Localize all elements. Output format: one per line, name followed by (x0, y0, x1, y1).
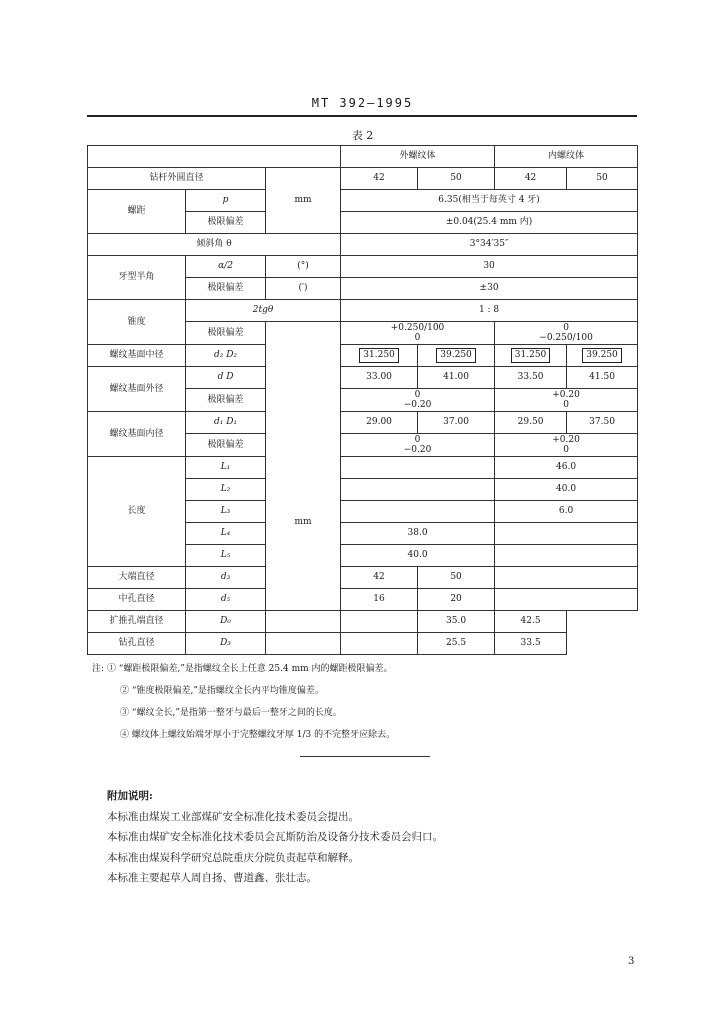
limit-dev-label: 极限偏差 (186, 212, 266, 234)
table-row (88, 567, 638, 589)
additional-title: 附加说明: (107, 790, 153, 802)
empty-cell (341, 457, 495, 479)
value-cell: 41.00 (418, 367, 495, 389)
value-cell: 29.00 (341, 412, 418, 434)
additional-line: 本标准由煤炭工业部煤矿安全标准化技术委员会提出。 (107, 810, 359, 823)
empty-cell (341, 479, 495, 501)
empty-cell (266, 633, 341, 655)
inner-dev-internal (495, 434, 638, 457)
additional-line: 本标准主要起草人周自扬、曹道鑫、张壮志。 (107, 872, 317, 884)
lean-angle-label: 倾斜角 θ (88, 234, 341, 256)
drill-hole-label: 钻孔直径 (88, 633, 186, 655)
half-angle-symbol: α/2 (186, 256, 266, 278)
dev-line: 0 (563, 322, 569, 333)
section-separator (300, 756, 430, 757)
empty-cell (495, 545, 638, 567)
dev-line: 0 (414, 333, 421, 343)
taper-dev-internal (495, 322, 638, 345)
empty-cell (266, 611, 341, 633)
outer-diam-label: 螺纹基面外径 (88, 367, 186, 412)
page-number: 3 (628, 956, 635, 967)
table-row (88, 234, 638, 256)
value-cell: 33.00 (341, 367, 418, 389)
dev-line: 0 (563, 400, 569, 410)
size-cell: 50 (567, 168, 638, 190)
taper-label: 锥度 (88, 300, 186, 345)
dev-line: −0.20 (403, 445, 432, 455)
blank-header-cell (88, 146, 341, 168)
half-angle-label: 牙型半角 (88, 256, 186, 300)
l1-symbol: L₁ (186, 457, 266, 479)
additional-line: 本标准由煤炭科学研究总院重庆分院负责起草和解释。 (107, 851, 359, 864)
length-label: 长度 (88, 457, 186, 567)
ream-end-symbol: D₀ (186, 611, 266, 633)
table-row (88, 367, 638, 389)
big-end-symbol: d₃ (186, 567, 266, 589)
boxed-value-cell (567, 345, 638, 367)
l3-value: 6.0 (495, 501, 638, 523)
empty-cell (341, 633, 418, 655)
value-cell: 29.50 (495, 412, 567, 434)
pitch-diam-symbol: d₂ D₂ (186, 345, 266, 367)
pitch-value: 6.35(相当于每英寸 4 牙) (341, 190, 638, 212)
l5-symbol: L₅ (186, 545, 266, 567)
dev-line: −0.20 (403, 400, 432, 410)
table-row (88, 412, 638, 434)
thread-spec-table (87, 145, 638, 655)
limit-dev-label: 极限偏差 (186, 389, 266, 412)
limit-dev-label: 极限偏差 (186, 322, 266, 345)
value-cell: 33.5 (495, 633, 567, 655)
boxed-value: 31.250 (359, 348, 399, 363)
table-row (88, 345, 638, 367)
empty-cell (495, 589, 638, 611)
note-item: ④ 螺纹体上螺纹始端牙厚小于完整螺纹牙厚 1/3 的不完整牙应除去。 (120, 730, 396, 740)
standard-code-header: MT 392—1995 (311, 96, 414, 110)
table-row (88, 168, 638, 190)
value-cell: 42.5 (495, 611, 567, 633)
additional-line: 本标准由煤矿安全标准化技术委员会瓦斯防治及设备分技术委员会归口。 (107, 831, 443, 843)
size-cell: 42 (341, 168, 418, 190)
l1-value: 46.0 (495, 457, 638, 479)
ream-end-label: 扩推孔端直径 (88, 611, 186, 633)
mid-hole-symbol: d₅ (186, 589, 266, 611)
additional-notes (107, 786, 443, 889)
boxed-value: 39.250 (582, 348, 622, 363)
empty-cell (495, 523, 638, 545)
external-thread-header: 外螺纹体 (341, 146, 495, 168)
value-cell: 42 (341, 567, 418, 589)
value-cell: 37.00 (418, 412, 495, 434)
outer-dev-external (341, 389, 495, 412)
half-angle-value: 30 (341, 256, 638, 278)
l4-value: 38.0 (341, 523, 495, 545)
table-row (88, 589, 638, 611)
pitch-diam-label: 螺纹基面中径 (88, 345, 186, 367)
dev-line: 0 (414, 389, 421, 400)
unit-mm-cell: mm (266, 168, 341, 234)
dev-line: 0 (414, 434, 421, 445)
l4-symbol: L₄ (186, 523, 266, 545)
table-row (88, 633, 638, 655)
dev-line: +0.250/100 (390, 322, 445, 333)
unit-mm-text: mm (294, 516, 312, 527)
outer-diam-symbol: d D (186, 367, 266, 389)
value-cell: 50 (418, 567, 495, 589)
taper-dev-external (341, 322, 495, 345)
boxed-value: 39.250 (436, 348, 476, 363)
table-notes (92, 658, 395, 746)
outer-dev-internal (495, 389, 638, 412)
minute-unit: (′) (266, 278, 341, 300)
pitch-label: 螺距 (88, 190, 186, 234)
value-cell: 35.0 (418, 611, 495, 633)
taper-value: 1 : 8 (341, 300, 638, 322)
boxed-value-cell (495, 345, 567, 367)
table-row (88, 457, 638, 479)
pitch-symbol: p (186, 190, 266, 212)
note-item: 注: ① “螺距极限偏差,”是指螺纹全长上任意 25.4 mm 内的螺距极限偏差。 (92, 664, 393, 674)
size-cell: 50 (418, 168, 495, 190)
value-cell: 33.50 (495, 367, 567, 389)
table-row (88, 300, 638, 322)
note-item: ② “锥度极限偏差,”是指螺纹全长内平均锥度偏差。 (120, 686, 324, 696)
unit-mm-merged-cell (266, 322, 341, 611)
value-cell: 25.5 (418, 633, 495, 655)
boxed-value: 31.250 (511, 348, 551, 363)
value-cell: 37.50 (567, 412, 638, 434)
inner-dev-external (341, 434, 495, 457)
empty-cell (495, 567, 638, 589)
header-rule (87, 115, 637, 117)
l3-symbol: L₃ (186, 501, 266, 523)
drill-hole-symbol: D₃ (186, 633, 266, 655)
empty-cell (341, 501, 495, 523)
table-row (88, 190, 638, 212)
value-cell: 20 (418, 589, 495, 611)
pitch-deviation: ±0.04(25.4 mm 内) (341, 212, 638, 234)
limit-dev-label: 极限偏差 (186, 434, 266, 457)
size-cell: 42 (495, 168, 567, 190)
big-end-label: 大端直径 (88, 567, 186, 589)
inner-diam-symbol: d₁ D₁ (186, 412, 266, 434)
degree-unit: (°) (266, 256, 341, 278)
table-row (88, 146, 638, 168)
table-caption: 表 2 (351, 129, 374, 142)
internal-thread-header: 内螺纹体 (495, 146, 638, 168)
note-item: ③ “螺纹全长,”是指第一整牙与最后一整牙之间的长度。 (120, 708, 342, 718)
boxed-value-cell (418, 345, 495, 367)
dev-line: +0.20 (552, 389, 580, 400)
table-row (88, 611, 638, 633)
l2-symbol: L₂ (186, 479, 266, 501)
drill-od-label: 钻杆外圆直径 (88, 168, 266, 190)
lean-angle-value: 3°34′35″ (341, 234, 638, 256)
empty-cell (341, 611, 418, 633)
l2-value: 40.0 (495, 479, 638, 501)
value-cell: 16 (341, 589, 418, 611)
value-cell: 41.50 (567, 367, 638, 389)
table-row (88, 256, 638, 278)
limit-dev-label: 极限偏差 (186, 278, 266, 300)
boxed-value-cell (341, 345, 418, 367)
half-angle-deviation: ±30 (341, 278, 638, 300)
l5-value: 40.0 (341, 545, 495, 567)
mid-hole-label: 中孔直径 (88, 589, 186, 611)
dev-line: −0.250/100 (539, 333, 593, 343)
taper-symbol: 2tgθ (186, 300, 341, 322)
inner-diam-label: 螺纹基面内径 (88, 412, 186, 457)
dev-line: +0.20 (552, 434, 580, 445)
dev-line: 0 (563, 445, 569, 455)
